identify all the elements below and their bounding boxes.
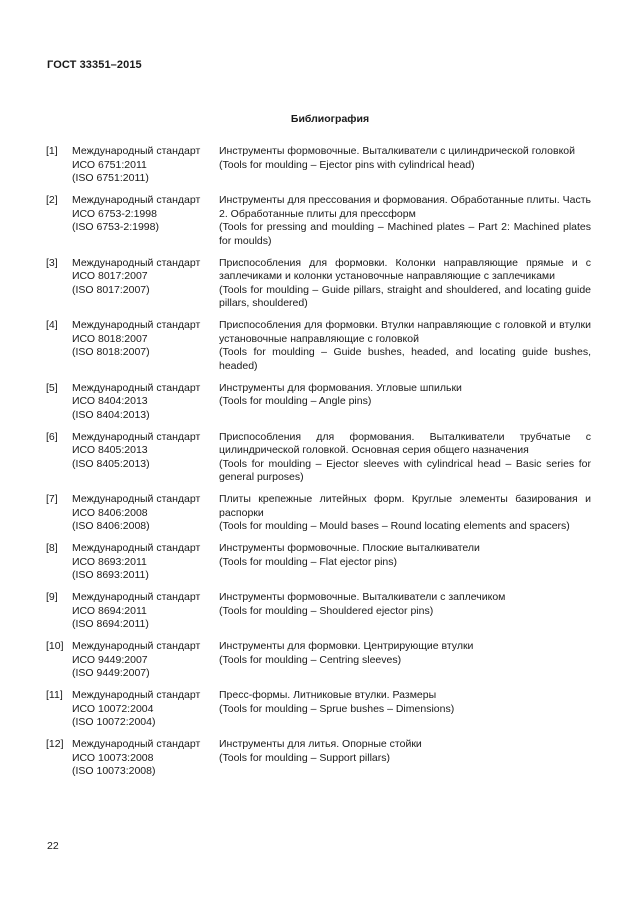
english-title: (Tools for moulding – Mould bases – Round locating elements and spacers) — [219, 520, 570, 532]
standard-description — [219, 689, 591, 730]
entry-number: [4] — [46, 319, 58, 331]
standard-line: Международный стандарт — [72, 640, 201, 652]
standard-description — [219, 493, 591, 534]
entry-number: [7] — [46, 493, 58, 505]
page-number: 22 — [47, 840, 59, 852]
english-title: (Tools for moulding – Guide bushes, headed, and locating guide bushes, headed) — [219, 346, 591, 372]
standard-line: Международный стандарт — [72, 542, 201, 554]
standard-designation — [72, 431, 219, 485]
entry-number: [6] — [46, 430, 58, 443]
standard-line: ИСО 6751:2011 — [72, 158, 147, 171]
standard-description — [219, 542, 591, 583]
standard-description — [219, 738, 591, 779]
standard-line: Международный стандарт — [72, 738, 201, 750]
standard-designation — [72, 382, 219, 423]
bibliography-entry — [46, 194, 591, 248]
standard-designation — [72, 145, 219, 186]
english-title: (Tools for moulding – Centring sleeves) — [219, 653, 402, 666]
entry-number: [5] — [46, 381, 58, 394]
standard-description — [219, 257, 591, 311]
standard-line: Международный стандарт — [72, 430, 201, 443]
english-title: (Tools for moulding – Support pillars) — [219, 751, 390, 764]
standard-line: Международный стандарт — [72, 319, 201, 331]
standard-line: (ISO 9449:2007) — [72, 667, 150, 679]
standard-line: (ISO 10073:2008) — [72, 765, 156, 777]
standard-line: Международный стандарт — [72, 689, 201, 701]
standard-description — [219, 194, 591, 248]
standard-description — [219, 319, 591, 373]
standard-line: Международный стандарт — [72, 145, 201, 157]
entry-number: [11] — [46, 689, 63, 701]
document-code: ГОСТ 33351–2015 — [47, 59, 142, 71]
standard-designation — [72, 194, 219, 248]
standard-description — [219, 640, 591, 681]
english-title: (Tools for moulding – Sprue bushes – Dimensions) — [219, 702, 455, 715]
standard-line: (ISO 8693:2011) — [72, 569, 149, 581]
russian-title: Плиты крепежные литейных форм. Круглые элементы базирования и распорки — [219, 493, 591, 519]
standard-designation — [72, 493, 219, 534]
standard-designation — [72, 689, 219, 730]
standard-line: ИСО 10073:2008 — [72, 751, 154, 764]
standard-line: (ISO 6751:2011) — [72, 172, 149, 184]
russian-title: Инструменты для формования. Угловые шпильки — [219, 381, 462, 394]
standard-line: ИСО 6753-2:1998 — [72, 207, 157, 220]
standard-line: (ISO 8018:2007) — [72, 346, 150, 358]
russian-title: Приспособления для формовки. Втулки направляющие с головкой и втулки установочные направляющие с головкой — [219, 319, 591, 345]
standard-line: (ISO 10072:2004) — [72, 716, 156, 728]
russian-title: Приспособления для формования. Выталкиватели трубчатые с цилиндрической головкой. Основная серия общего назначения — [219, 430, 591, 456]
bibliography-title: Библиография — [290, 113, 370, 125]
standard-designation — [72, 591, 219, 632]
standard-designation — [72, 542, 219, 583]
standard-line: ИСО 8018:2007 — [72, 332, 148, 345]
bibliography-entry — [46, 382, 591, 423]
standard-line: ИСО 8017:2007 — [72, 270, 148, 282]
bibliography-list — [46, 145, 591, 787]
standard-description — [219, 591, 591, 632]
standard-line: ИСО 8694:2011 — [72, 604, 147, 617]
standard-line: (ISO 8404:2013) — [72, 408, 150, 421]
russian-title: Пресс-формы. Литниковые втулки. Размеры — [219, 689, 437, 701]
standard-line: ИСО 9449:2007 — [72, 653, 148, 666]
standard-line: (ISO 8694:2011) — [72, 618, 149, 630]
bibliography-entry — [46, 640, 591, 681]
bibliography-entry — [46, 689, 591, 730]
standard-line: Международный стандарт — [72, 256, 201, 269]
english-title: (Tools for moulding – Flat ejector pins) — [219, 555, 397, 568]
entry-number: [1] — [46, 145, 58, 157]
standard-description — [219, 431, 591, 485]
bibliography-entry — [46, 319, 591, 373]
standard-line: Международный стандарт — [72, 381, 201, 394]
bibliography-entry — [46, 145, 591, 186]
standard-line: (ISO 8406:2008) — [72, 520, 150, 532]
bibliography-entry — [46, 542, 591, 583]
bibliography-entry — [46, 493, 591, 534]
standard-line: Международный стандарт — [72, 194, 201, 206]
bibliography-entry — [46, 738, 591, 779]
standard-line: Международный стандарт — [72, 591, 201, 603]
bibliography-entry — [46, 431, 591, 485]
english-title: (Tools for moulding – Shouldered ejector pins) — [219, 604, 434, 617]
entry-number: [8] — [46, 542, 58, 554]
standard-line: Международный стандарт — [72, 493, 201, 505]
russian-title: Инструменты формовочные. Выталкиватели с заплечиком — [219, 591, 506, 603]
entry-number: [9] — [46, 591, 58, 603]
entry-number: [2] — [46, 194, 58, 206]
russian-title: Инструменты формовочные. Выталкиватели с цилиндрической головкой — [219, 145, 576, 157]
bibliography-entry — [46, 591, 591, 632]
standard-designation — [72, 640, 219, 681]
russian-title: Инструменты для литья. Опорные стойки — [219, 738, 422, 750]
standard-description — [219, 382, 591, 423]
standard-designation — [72, 319, 219, 373]
english-title: (Tools for pressing and moulding – Machined plates – Part 2: Machined plates for moulds) — [219, 221, 591, 247]
english-title: (Tools for moulding – Guide pillars, straight and shouldered, and locating guide pillars, shouldered) — [219, 283, 591, 309]
standard-designation — [72, 257, 219, 311]
entry-number: [3] — [46, 256, 58, 269]
standard-line: (ISO 6753-2:1998) — [72, 221, 159, 233]
english-title: (Tools for moulding – Ejector sleeves with cylindrical head – Basic series for general purposes) — [219, 457, 591, 483]
russian-title: Приспособления для формовки. Колонки направляющие прямые и с заплечиками и колонки установочные направляющие с заплечиками — [219, 256, 591, 282]
english-title: (Tools for moulding – Angle pins) — [219, 395, 372, 407]
entry-number: [10] — [46, 640, 64, 652]
standard-line: ИСО 10072:2004 — [72, 702, 154, 715]
russian-title: Инструменты для прессования и формования. Обработанные плиты. Часть 2. Обработанные плиты для прессформ — [219, 194, 591, 220]
entry-number: [12] — [46, 738, 64, 750]
standard-line: ИСО 8405:2013 — [72, 444, 148, 456]
standard-line: ИСО 8404:2013 — [72, 395, 148, 407]
russian-title: Инструменты формовочные. Плоские выталкиватели — [219, 542, 480, 554]
english-title: (Tools for moulding – Ejector pins with cylindrical head) — [219, 158, 475, 171]
standard-line: (ISO 8017:2007) — [72, 283, 150, 296]
standard-description — [219, 145, 591, 186]
russian-title: Инструменты для формовки. Центрирующие втулки — [219, 640, 474, 652]
standard-line: ИСО 8693:2011 — [72, 555, 147, 568]
standard-line: (ISO 8405:2013) — [72, 457, 150, 470]
bibliography-entry — [46, 257, 591, 311]
standard-designation — [72, 738, 219, 779]
standard-line: ИСО 8406:2008 — [72, 506, 148, 519]
